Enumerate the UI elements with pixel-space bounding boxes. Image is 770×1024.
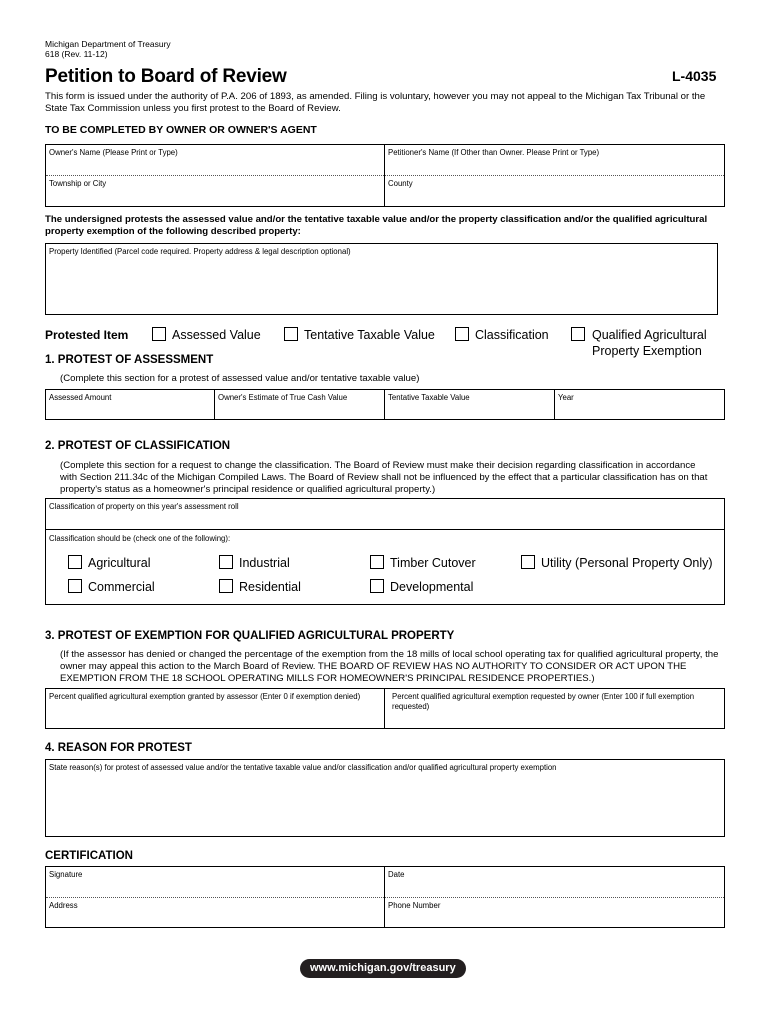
current-classification-field[interactable]: Classification of property on this year's assessment roll: [49, 502, 239, 511]
classification-checkbox[interactable]: [455, 327, 469, 341]
phone-number-field[interactable]: Phone Number: [388, 901, 441, 910]
section4-heading: 4. REASON FOR PROTEST: [45, 742, 192, 754]
property-exemption-label: Property Exemption: [592, 344, 702, 358]
residential-label: Residential: [239, 580, 301, 594]
assessed-value-label: Assessed Value: [172, 328, 261, 342]
signature-field[interactable]: Signature: [49, 870, 83, 879]
tentative-taxable-value-label: Tentative Taxable Value: [304, 328, 435, 342]
industrial-label: Industrial: [239, 556, 290, 570]
reason-label: State reason(s) for protest of assessed value and/or the tentative taxable value and/or classification and/or qualified agricultural property exemption: [49, 763, 557, 772]
property-identified-field[interactable]: [45, 243, 718, 315]
township-field[interactable]: Township or City: [49, 179, 107, 188]
developmental-label: Developmental: [390, 580, 474, 594]
date-field[interactable]: Date: [388, 870, 405, 879]
department-name: Michigan Department of Treasury: [45, 39, 171, 49]
year-field[interactable]: Year: [558, 393, 574, 402]
utility-checkbox[interactable]: [521, 555, 535, 569]
protested-item-label: Protested Item: [45, 328, 129, 342]
section2-heading: 2. PROTEST OF CLASSIFICATION: [45, 440, 231, 452]
intro-text: This form is issued under the authority of P.A. 206 of 1893, as amended. Filing is voluntary, however you may not appeal to the Michigan Tax Tribunal or the State Tax Commission unless you first protest to the Board of Review.: [45, 91, 706, 114]
tentative-taxable-value-checkbox[interactable]: [284, 327, 298, 341]
agricultural-label: Agricultural: [88, 556, 151, 570]
tentative-taxable-value-field[interactable]: Tentative Taxable Value: [388, 393, 470, 402]
residential-checkbox[interactable]: [219, 579, 233, 593]
true-cash-value-field[interactable]: Owner's Estimate of True Cash Value: [218, 393, 348, 402]
timber-cutover-label: Timber Cutover: [390, 556, 476, 570]
commercial-checkbox[interactable]: [68, 579, 82, 593]
property-identified-label: Property Identified (Parcel code required. Property address & legal description optional): [49, 247, 351, 256]
assessed-value-checkbox[interactable]: [152, 327, 166, 341]
timber-cutover-checkbox[interactable]: [370, 555, 384, 569]
owner-section-heading: TO BE COMPLETED BY OWNER OR OWNER'S AGENT: [45, 124, 317, 136]
section1-note: (Complete this section for a protest of assessed value and/or tentative taxable value): [60, 373, 420, 384]
page-title: Petition to Board of Review: [45, 66, 287, 87]
utility-label: Utility (Personal Property Only): [541, 556, 713, 570]
assessed-amount-field[interactable]: Assessed Amount: [49, 393, 112, 402]
form-revision: 618 (Rev. 11-12): [45, 49, 108, 59]
treasury-url-link[interactable]: www.michigan.gov/treasury: [300, 959, 466, 978]
qualified-agricultural-label: Qualified Agricultural: [592, 328, 707, 342]
section1-heading: 1. PROTEST OF ASSESSMENT: [45, 354, 214, 366]
exemption-granted-field[interactable]: Percent qualified agricultural exemption granted by assessor (Enter 0 if exemption denied): [49, 692, 361, 701]
industrial-checkbox[interactable]: [219, 555, 233, 569]
address-field[interactable]: Address: [49, 901, 78, 910]
county-field[interactable]: County: [388, 179, 413, 188]
classification-label: Classification: [475, 328, 549, 342]
classification-should-be-label: Classification should be (check one of the following):: [49, 534, 231, 543]
form-number: L-4035: [672, 68, 717, 84]
exemption-requested-field[interactable]: Percent qualified agricultural exemption requested by owner (Enter 100 if full exemption requested): [392, 692, 695, 711]
commercial-label: Commercial: [88, 580, 155, 594]
developmental-checkbox[interactable]: [370, 579, 384, 593]
petitioners-name-field[interactable]: Petitioner's Name (If Other than Owner. Please Print or Type): [388, 148, 600, 157]
section3-note: (If the assessor has denied or changed the percentage of the exemption from the 18 mills of local school operating tax for qualified agricultural property, the owner may appeal this action to the March Board of Review. THE BOARD OF REVIEW HAS NO AUTHORITY TO CONSIDER OR ACT UPON THE EXEMPTION FROM THE 18 SCHOOL OPERATING MILLS FOR HOMEOWNER'S PRINCIPAL RESIDENCE PROPERTIES.): [60, 649, 719, 684]
section3-heading: 3. PROTEST OF EXEMPTION FOR QUALIFIED AGRICULTURAL PROPERTY: [45, 630, 455, 642]
agricultural-checkbox[interactable]: [68, 555, 82, 569]
reason-field[interactable]: [45, 759, 725, 837]
certification-heading: CERTIFICATION: [45, 850, 133, 862]
owners-name-field[interactable]: Owner's Name (Please Print or Type): [49, 148, 178, 157]
qualified-agricultural-checkbox[interactable]: [571, 327, 585, 341]
protest-statement: The undersigned protests the assessed value and/or the tentative taxable value and/or the property classification and/or the qualified agricultural property exemption of the following described property:: [45, 214, 708, 237]
section2-note: (Complete this section for a request to change the classification. The Board of Review must make their decision regarding classification in accordance with Section 211.34c of the Michigan Compiled Laws. The Board of Review shall not be influenced by the effect that a particular classification has on that property's status as a homeowner's principal residence or qualified agricultural property.): [60, 460, 708, 495]
